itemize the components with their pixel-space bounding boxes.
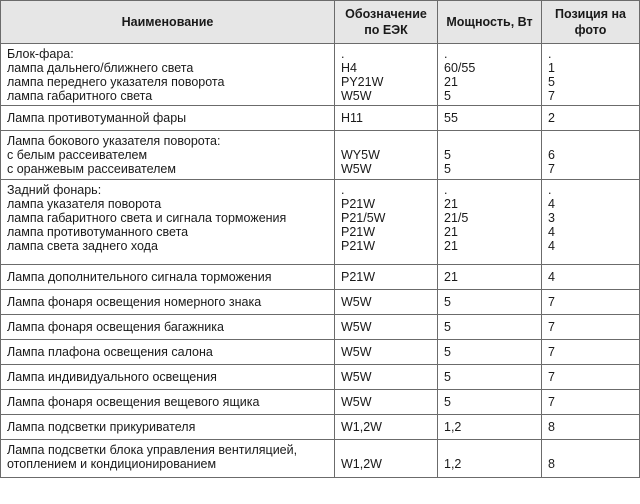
cell-name <box>1 340 335 365</box>
spacer <box>341 134 431 148</box>
table-body <box>1 44 640 478</box>
power-line: 1,2 <box>444 457 462 471</box>
designation-line: W5W <box>341 395 372 409</box>
position-line: 1 <box>548 61 555 75</box>
power-line: 21 <box>444 239 458 253</box>
position-line: 6 <box>548 148 555 162</box>
position-line: 7 <box>548 295 555 309</box>
power-line: 5 <box>444 370 451 384</box>
cell-designation <box>335 315 438 340</box>
table-row <box>1 265 640 290</box>
table-row <box>1 340 640 365</box>
cell-power <box>438 315 542 340</box>
name-line: Лампа индивидуального освещения <box>7 370 217 384</box>
power-line: . <box>444 47 448 61</box>
table-row <box>1 440 640 478</box>
designation-line: PY21W <box>341 75 384 89</box>
name-line: Задний фонарь: <box>7 183 102 197</box>
table-row <box>1 365 640 390</box>
cell-name <box>1 440 335 478</box>
designation-line: W5W <box>341 89 372 103</box>
cell-power <box>438 180 542 265</box>
position-line: 7 <box>548 370 555 384</box>
name-line: с оранжевым рассеивателем <box>7 162 176 176</box>
name-line: отоплением и кондиционированием <box>7 457 217 471</box>
table-row <box>1 131 640 180</box>
power-line: . <box>444 183 448 197</box>
cell-position <box>542 106 640 131</box>
header-row <box>1 1 640 44</box>
name-line: Лампа противотуманной фары <box>7 111 187 125</box>
cell-position <box>542 390 640 415</box>
cell-name <box>1 265 335 290</box>
cell-designation <box>335 415 438 440</box>
cell-designation <box>335 44 438 106</box>
cell-designation <box>335 180 438 265</box>
power-line: 5 <box>444 295 451 309</box>
name-line: лампа габаритного света и сигнала торможения <box>7 211 287 225</box>
table-row <box>1 44 640 106</box>
position-line: 7 <box>548 320 555 334</box>
cell-power <box>438 440 542 478</box>
position-line: 8 <box>548 420 555 434</box>
designation-line: W5W <box>341 345 372 359</box>
cell-name <box>1 106 335 131</box>
designation-line: P21/5W <box>341 211 386 225</box>
spacer <box>444 134 535 148</box>
spacer <box>548 443 633 457</box>
designation-line: W5W <box>341 370 372 384</box>
cell-power <box>438 106 542 131</box>
cell-power <box>438 131 542 180</box>
cell-designation <box>335 131 438 180</box>
cell-name <box>1 390 335 415</box>
power-line: 21 <box>444 75 458 89</box>
spacer <box>444 443 535 457</box>
cell-power <box>438 44 542 106</box>
power-line: 60/55 <box>444 61 476 75</box>
cell-position <box>542 180 640 265</box>
position-line: . <box>548 47 552 61</box>
power-line: 21 <box>444 225 458 239</box>
cell-designation <box>335 390 438 415</box>
cell-position <box>542 44 640 106</box>
cell-position <box>542 340 640 365</box>
designation-line: H11 <box>341 111 364 125</box>
designation-line: W1,2W <box>341 457 382 471</box>
name-line: Блок-фара: <box>7 47 74 61</box>
cell-position <box>542 365 640 390</box>
name-line: Лампа фонаря освещения багажника <box>7 320 224 334</box>
designation-line: WY5W <box>341 148 380 162</box>
position-line: 7 <box>548 395 555 409</box>
name-line: Лампа фонаря освещения вещевого ящика <box>7 395 260 409</box>
position-line: 2 <box>548 111 555 125</box>
power-line: 5 <box>444 89 451 103</box>
power-line: 5 <box>444 148 451 162</box>
cell-name <box>1 290 335 315</box>
name-line: лампа указателя поворота <box>7 197 162 211</box>
name-line: лампа габаритного света <box>7 89 153 103</box>
power-line: 5 <box>444 320 451 334</box>
power-line: 5 <box>444 162 451 176</box>
header-position: Позиция на фото <box>542 1 640 44</box>
table-row <box>1 390 640 415</box>
cell-designation <box>335 106 438 131</box>
position-line: 7 <box>548 345 555 359</box>
cell-power <box>438 365 542 390</box>
cell-power <box>438 415 542 440</box>
position-line: 4 <box>548 239 555 253</box>
cell-position <box>542 440 640 478</box>
designation-line: P21W <box>341 197 376 211</box>
name-line: Лампа плафона освещения салона <box>7 345 213 359</box>
name-line: лампа света заднего хода <box>7 239 158 253</box>
header-name: Наименование <box>1 1 335 44</box>
cell-power <box>438 290 542 315</box>
designation-line: P21W <box>341 225 376 239</box>
name-line: Лампа дополнительного сигнала торможения <box>7 270 272 284</box>
position-line: 4 <box>548 270 555 284</box>
cell-position <box>542 265 640 290</box>
designation-line: . <box>341 183 345 197</box>
position-line: 4 <box>548 197 555 211</box>
cell-power <box>438 390 542 415</box>
position-line: 8 <box>548 457 555 471</box>
power-line: 21 <box>444 270 458 284</box>
position-line: 4 <box>548 225 555 239</box>
name-line: с белым рассеивателем <box>7 148 148 162</box>
header-power: Мощность, Вт <box>438 1 542 44</box>
cell-designation <box>335 340 438 365</box>
name-line: лампа переднего указателя поворота <box>7 75 225 89</box>
cell-name <box>1 131 335 180</box>
cell-name <box>1 180 335 265</box>
power-line: 5 <box>444 345 451 359</box>
cell-name <box>1 315 335 340</box>
table-row <box>1 315 640 340</box>
designation-line: H4 <box>341 61 357 75</box>
position-line: 7 <box>548 89 555 103</box>
table-row <box>1 290 640 315</box>
cell-designation <box>335 365 438 390</box>
power-line: 55 <box>444 111 458 125</box>
designation-line: W5W <box>341 295 372 309</box>
designation-line: W5W <box>341 320 372 334</box>
name-line: Лампа фонаря освещения номерного знака <box>7 295 262 309</box>
designation-line: P21W <box>341 270 376 284</box>
position-line: . <box>548 183 552 197</box>
cell-position <box>542 131 640 180</box>
cell-designation <box>335 290 438 315</box>
table-row <box>1 106 640 131</box>
table-row <box>1 180 640 265</box>
cell-position <box>542 315 640 340</box>
name-line: лампа противотуманного света <box>7 225 189 239</box>
power-line: 5 <box>444 395 451 409</box>
cell-position <box>542 290 640 315</box>
name-line: Лампа бокового указателя поворота: <box>7 134 221 148</box>
designation-line: W1,2W <box>341 420 382 434</box>
table-row <box>1 415 640 440</box>
cell-power <box>438 265 542 290</box>
power-line: 21 <box>444 197 458 211</box>
cell-name <box>1 415 335 440</box>
name-line: Лампа подсветки прикуривателя <box>7 420 196 434</box>
name-line: Лампа подсветки блока управления вентиляцией, <box>7 443 298 457</box>
cell-designation <box>335 440 438 478</box>
power-line: 1,2 <box>444 420 462 434</box>
position-line: 3 <box>548 211 555 225</box>
power-line: 21/5 <box>444 211 469 225</box>
spacer <box>548 134 633 148</box>
cell-name <box>1 44 335 106</box>
designation-line: P21W <box>341 239 376 253</box>
position-line: 5 <box>548 75 555 89</box>
cell-name <box>1 365 335 390</box>
cell-power <box>438 340 542 365</box>
header-designation: Обозначение по ЕЭК <box>335 1 438 44</box>
position-line: 7 <box>548 162 555 176</box>
cell-designation <box>335 265 438 290</box>
cell-position <box>542 415 640 440</box>
name-line: лампа дальнего/ближнего света <box>7 61 194 75</box>
designation-line: . <box>341 47 345 61</box>
spacer <box>341 443 431 457</box>
designation-line: W5W <box>341 162 372 176</box>
